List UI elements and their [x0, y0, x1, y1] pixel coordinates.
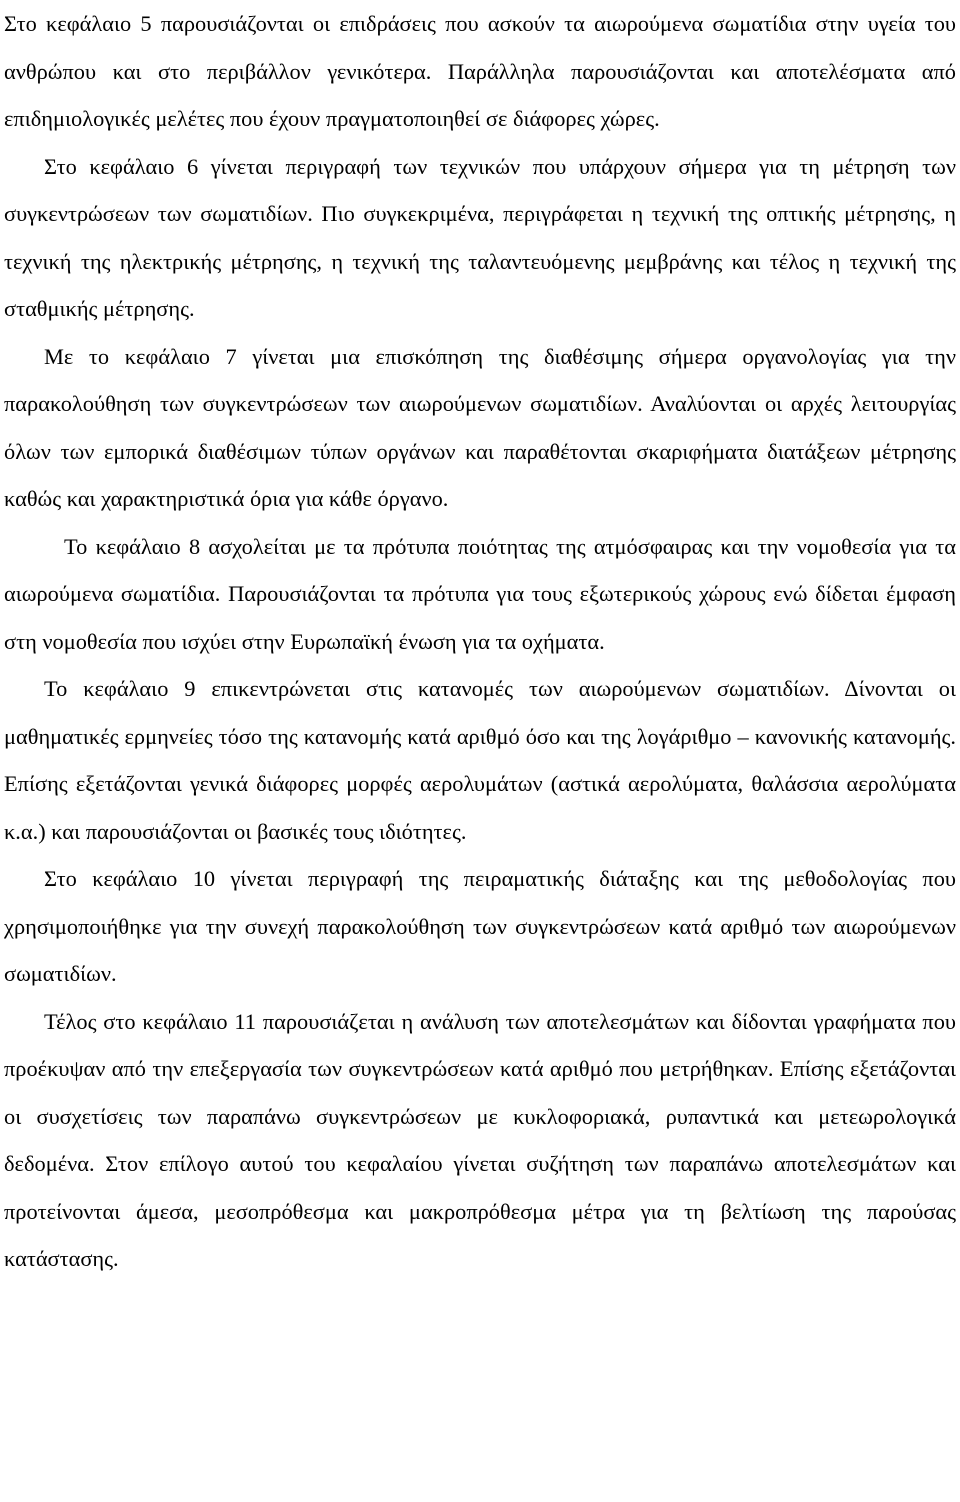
paragraph-chapter-11: Τέλος στο κεφάλαιο 11 παρουσιάζεται η ανάλυση των αποτελεσμάτων και δίδονται γραφήματα που προέκυψαν από την επεξεργασία των συγκεντρώσεων κατά αριθμό που μετρήθηκαν. Επίσης εξετάζονται οι συσχετίσεις των παραπάνω συγκεντρώσεων με κυκλοφοριακά, ρυπαντικά και μετεωρολογικά δεδομένα. Στον επίλογο αυτού του κεφαλαίου γίνεται συζήτηση των παραπάνω αποτελεσμάτων και προτείνονται άμεσα, μεσοπρόθεσμα και μακροπρόθεσμα μέτρα για τη βελτίωση της παρούσας κατάστασης.	[4, 1008, 956, 1271]
paragraph-chapter-7: Με το κεφάλαιο 7 γίνεται μια επισκόπηση της διαθέσιμης σήμερα οργανολογίας για την παρακολούθηση των συγκεντρώσεων των αιωρούμενων σωματιδίων. Αναλύονται οι αρχές λειτουργίας όλων των εμπορικά διαθέσιμων τύπων οργάνων και παραθέτονται σκαριφήματα διατάξεων μέτρησης καθώς και χαρακτηριστικά όρια για κάθε όργανο.	[4, 343, 956, 511]
paragraph-chapter-5: Στο κεφάλαιο 5 παρουσιάζονται οι επιδράσεις που ασκούν τα αιωρούμενα σωματίδια στην υγεία του ανθρώπου και στο περιβάλλον γενικότερα. Παράλληλα παρουσιάζονται και αποτελέσματα από επιδημιολογικές μελέτες που έχουν πραγματοποιηθεί σε διάφορες χώρες.	[4, 11, 956, 131]
document-page	[4, 0, 956, 1283]
paragraph-chapter-9: Το κεφάλαιο 9 επικεντρώνεται στις κατανομές των αιωρούμενων σωματιδίων. Δίνονται οι μαθηματικές ερμηνείες τόσο της κατανομής κατά αριθμό όσο και της λογάριθμο – κανονικής κατανομής. Επίσης εξετάζονται γενικά διάφορες μορφές αερολυμάτων (αστικά αερολύματα, θαλάσσια αερολύματα κ.α.) και παρουσιάζονται οι βασικές τους ιδιότητες.	[4, 676, 956, 844]
paragraph-chapter-8: Το κεφάλαιο 8 ασχολείται με τα πρότυπα ποιότητας της ατμόσφαιρας και την νομοθεσία για τα αιωρούμενα σωματίδια. Παρουσιάζονται τα πρότυπα για τους εξωτερικούς χώρους ενώ δίδεται έμφαση στη νομοθεσία που ισχύει στην Ευρωπαϊκή ένωση για τα οχήματα.	[4, 533, 956, 654]
paragraph-chapter-6: Στο κεφάλαιο 6 γίνεται περιγραφή των τεχνικών που υπάρχουν σήμερα για τη μέτρηση των συγκεντρώσεων των σωματιδίων. Πιο συγκεκριμένα, περιγράφεται η τεχνική της οπτικής μέτρησης, η τεχνική της ηλεκτρικής μέτρησης, η τεχνική της ταλαντευόμενης μεμβράνης και τέλος η τεχνική της σταθμικής μέτρησης.	[4, 153, 956, 321]
paragraph-chapter-10: Στο κεφάλαιο 10 γίνεται περιγραφή της πειραματικής διάταξης και της μεθοδολογίας που χρησιμοποιήθηκε για την συνεχή παρακολούθηση των συγκεντρώσεων κατά αριθμό των αιωρούμενων σωματιδίων.	[4, 866, 956, 986]
